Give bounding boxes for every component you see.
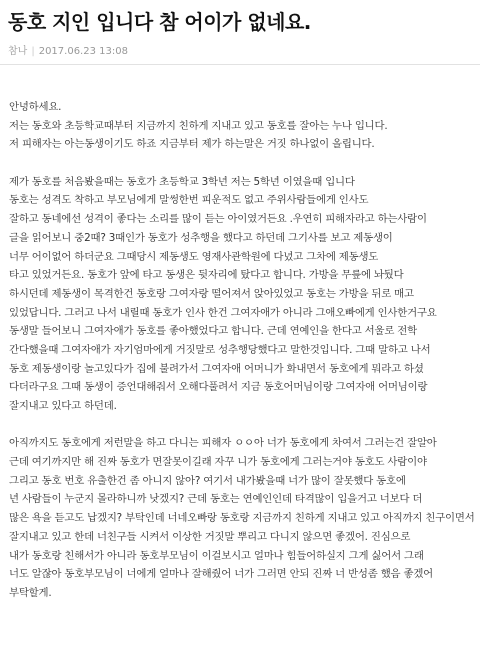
paragraph-gap — [9, 154, 475, 173]
post-body — [9, 98, 475, 603]
text-line: 아직까지도 동호에게 저런말을 하고 다니는 피해자 ㅇㅇ아 너가 동호에게 차여서 그러는건 잘알아 — [9, 437, 437, 450]
post-date: 2017.06.23 13:08 — [38, 46, 128, 57]
text-line: 제가 동호를 처음봤을때는 동호가 초등학교 3학년 저는 5학년 이였을때 입니다 — [9, 175, 355, 188]
text-line: 타고 있었거든요. 동호가 앞에 타고 동생은 뒷자리에 탔다고 합니다. 가방을 무릎에 놔뒀다 — [9, 269, 404, 282]
text-line: 잘지내고 있다고 하던데. — [9, 400, 117, 412]
paragraph-appeal — [9, 434, 475, 602]
text-line: 동호 제동생이랑 놀고있다가 집에 불려가서 그여자애 어머니가 화내면서 동호에게 뭐라고 하셨 — [9, 362, 424, 375]
text-line: 하시던데 제동생이 목격한건 동호랑 그여자랑 떨어져서 앉아있었고 동호는 가방을 뒤로 매고 — [9, 287, 414, 300]
text-line: 안녕하세요. — [9, 101, 62, 113]
text-line: 있었답니다. 그러고 나서 내릴때 동호가 인사 한건 그여자애가 아니라 그애오빠에게 인사한거구요 — [9, 306, 437, 319]
meta-separator: | — [31, 46, 35, 57]
text-line: 동호는 성격도 착하고 부모님에게 말썽한번 피운적도 없고 주위사람들에게 인사도 — [9, 194, 369, 207]
post-title: 동호 지인 입니다 참 어이가 없네요. — [8, 10, 311, 34]
text-line: 저 피해자는 아는동생이기도 하죠 지금부터 제가 하는말은 거짓 하나없이 올립니다. — [9, 138, 375, 151]
text-line: 근데 여기까지만 해 진짜 동호가 면잘못이길래 자꾸 니가 동호에게 그러는거야 동호도 사람이야 — [9, 456, 427, 469]
paragraph-gap — [9, 416, 475, 435]
paragraph-greeting — [9, 98, 475, 154]
text-line: 저는 동호와 초등학교때부터 지금까지 친하게 지내고 있고 동호를 잘아는 누나 입니다. — [9, 119, 388, 132]
text-line: 너무 어이없어 하더군요 그때당시 제동생도 영재사관학원에 다녔고 그차에 제동생도 — [9, 250, 379, 263]
text-line: 잘하고 동네에선 성격이 좋다는 소리를 많이 듣는 아이였거든요 .우연히 피해자라고 하는사람이 — [9, 213, 427, 226]
text-line: 그리고 동호 번호 유출한건 좀 아니지 않아? 여기서 내가봤을때 너가 많이 잘못했다 동호에 — [9, 474, 406, 487]
post-meta — [8, 42, 128, 57]
text-line: 동생말 들어보니 그여자애가 동호를 좋아했었다고 합니다. 근데 연예인을 한다고 서울로 전학 — [9, 325, 417, 338]
text-line: 간다했을때 그여자애가 자기엄마에게 거짓말로 성추행당했다고 말한것입니다. 그때 말하고 나서 — [9, 343, 431, 356]
text-line: 년 사람들이 누군지 몰라하니까 낫겠지? 근데 동호는 연예인인데 타격많이 입을거고 너보다 더 — [9, 493, 423, 506]
header-divider — [0, 64, 480, 65]
text-line: 글을 읽어보니 중2때? 3때인가 동호가 성추행을 했다고 하던데 그기사를 보고 제동생이 — [9, 231, 393, 244]
paragraph-story — [9, 173, 475, 416]
post-author[interactable]: 참나 — [8, 46, 28, 57]
text-line: 다더라구요 그때 동생이 증언대해줘서 오해다풀려서 지금 동호어머님이랑 그여자애 어머님이랑 — [9, 381, 428, 394]
text-line: 잘지내고 있고 한데 너친구들 시켜서 이상한 거짓말 뿌리고 다니지 않으면 좋겠어. 진심으로 — [9, 530, 411, 543]
text-line: 부탁할게. — [9, 586, 52, 599]
text-line: 많은 욕을 듣고도 납겠지? 부탁인데 너네오빠랑 동호랑 지금까지 친하게 지내고 있고 아직까지 친구이면서 — [9, 512, 475, 525]
text-line: 내가 동호랑 친해서가 아니라 동호부모님이 이걸보시고 얼마나 힘들어하실지 그게 싫어서 그래 — [9, 549, 424, 562]
text-line: 너도 알잖아 동호부모님이 너에게 얼마나 잘해줬어 너가 그러면 안되 진짜 너 반성좀 했음 좋겠어 — [9, 568, 433, 581]
